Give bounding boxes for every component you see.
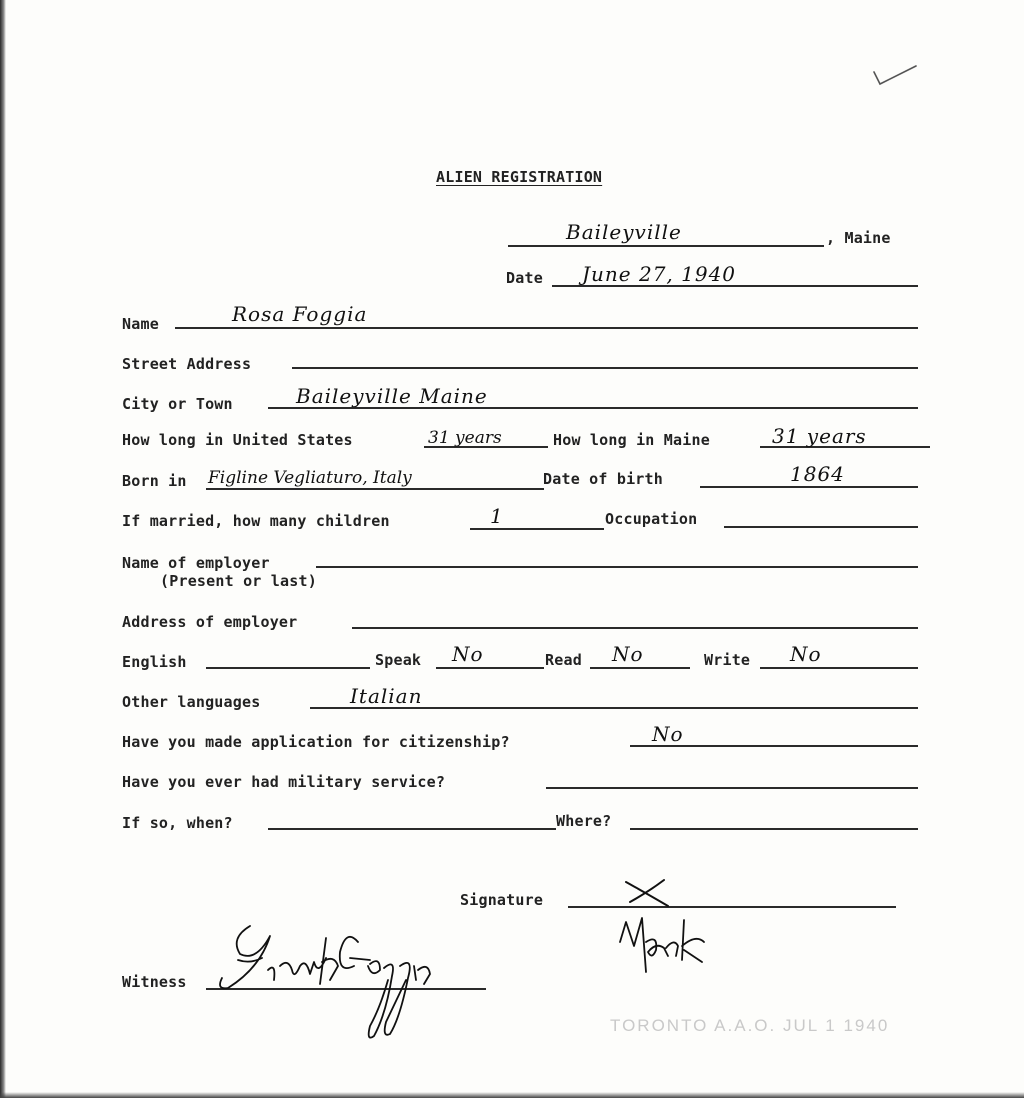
other-languages-value: Italian [350,684,423,708]
signature-line [568,906,896,908]
citizenship-value: No [652,722,684,746]
form-title: ALIEN REGISTRATION [436,168,603,186]
date-of-birth-label: Date of birth [543,470,663,488]
witness-signature [210,918,440,1042]
english-label: English [122,653,187,671]
date-of-birth-line [700,486,918,488]
scan-edge-bottom [0,1092,1024,1098]
employer-address-line [352,627,918,629]
employer-address-label: Address of employer [122,613,298,631]
citizenship-label: Have you made application for citizenship? [122,733,510,751]
mark-signature [612,912,712,986]
read-line [590,667,690,669]
military-line [546,787,918,789]
date-label: Date [506,269,543,287]
born-in-label: Born in [122,472,187,490]
speak-line [436,667,544,669]
born-in-line [206,488,544,490]
town-value: Baileyville [566,220,682,244]
children-label: If married, how many children [122,512,390,530]
signature-x-mark [622,878,672,910]
city-value: Baileyville Maine [296,384,488,408]
witness-label: Witness [122,973,187,991]
write-line [760,667,918,669]
write-label: Write [704,651,751,669]
employer-note-label: (Present or last) [160,572,317,590]
name-line [175,327,918,329]
english-line [206,667,370,669]
children-value: 1 [490,504,504,528]
checkmark-icon [872,62,918,88]
date-value: June 27, 1940 [582,262,737,286]
street-address-line [292,367,918,369]
speak-value: No [452,642,484,666]
where-line [630,828,918,830]
write-value: No [790,642,822,666]
how-long-maine-value: 31 years [772,424,867,448]
town-line [508,245,824,247]
employer-name-line [316,566,918,568]
if-so-when-line [268,828,556,830]
city-label: City or Town [122,395,233,413]
occupation-label: Occupation [605,510,698,528]
occupation-line [724,526,918,528]
where-label: Where? [556,812,612,830]
signature-label: Signature [460,891,544,909]
street-address-label: Street Address [122,355,252,373]
how-long-us-value: 31 years [428,428,502,448]
name-value: Rosa Foggia [232,302,368,326]
other-languages-label: Other languages [122,693,261,711]
children-line [470,528,604,530]
read-value: No [612,642,644,666]
name-label: Name [122,315,159,333]
speak-label: Speak [375,651,422,669]
received-stamp: TORONTO A.A.O. JUL 1 1940 [610,1016,890,1035]
state-label: , Maine [826,229,891,247]
employer-name-label: Name of employer [122,554,270,572]
scan-edge-left [0,0,6,1098]
military-label: Have you ever had military service? [122,773,446,791]
read-label: Read [545,651,582,669]
date-of-birth-value: 1864 [790,462,845,486]
if-so-when-label: If so, when? [122,814,233,832]
how-long-maine-label: How long in Maine [553,431,710,449]
how-long-us-label: How long in United States [122,431,353,449]
born-in-value: Figline Vegliaturo, Italy [208,468,412,488]
